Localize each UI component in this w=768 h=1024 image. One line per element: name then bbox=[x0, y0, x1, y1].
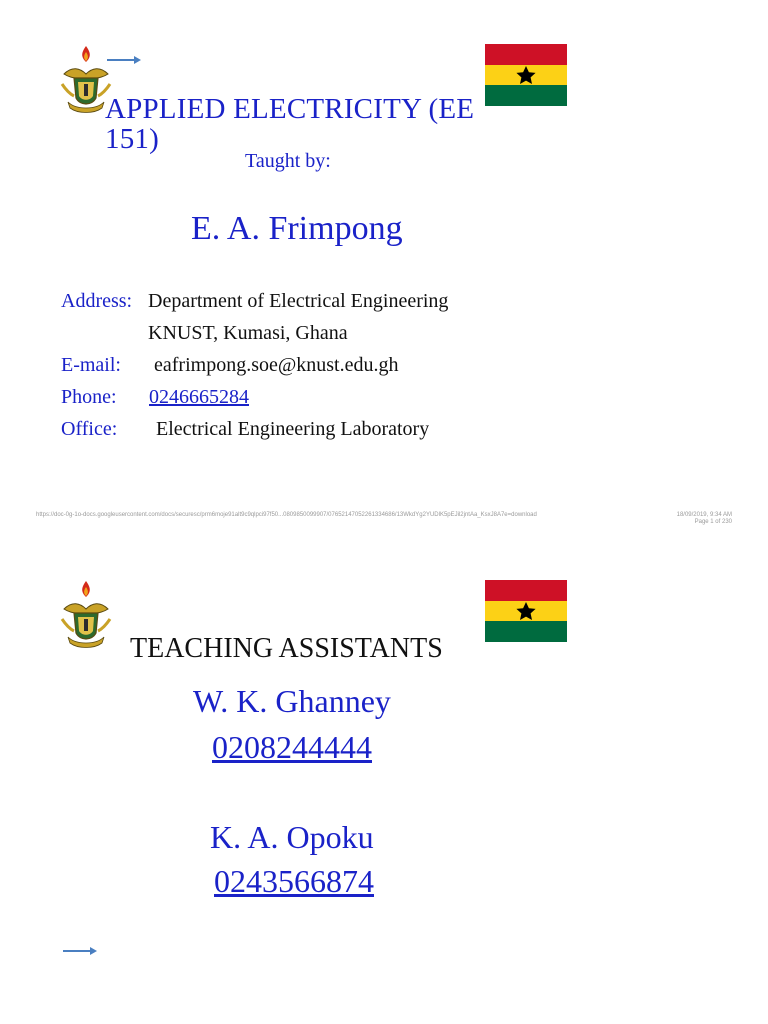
taught-by-label: Taught by: bbox=[245, 150, 331, 172]
print-info bbox=[677, 512, 732, 526]
knust-crest-icon bbox=[58, 579, 114, 651]
phone-label: Phone: bbox=[61, 386, 117, 408]
ta-name-2: K. A. Opoku bbox=[210, 819, 374, 855]
address-line-1: Department of Electrical Engineering bbox=[148, 290, 449, 312]
course-title: APPLIED ELECTRICITY (EE 151) bbox=[105, 93, 475, 155]
email-label: E-mail: bbox=[61, 354, 121, 376]
office-value: Electrical Engineering Laboratory bbox=[156, 418, 430, 440]
print-date: 18/09/2019, 9:34 AM bbox=[676, 512, 732, 518]
email-value[interactable]: eafrimpong.soe@knust.edu.gh bbox=[154, 354, 399, 376]
arrow-right-icon bbox=[62, 945, 98, 957]
ghana-flag-icon bbox=[485, 580, 567, 642]
phone-link[interactable]: 0246665284 bbox=[149, 386, 249, 408]
address-label: Address: bbox=[61, 290, 133, 312]
source-url: https://doc-0g-1o-docs.googleusercontent.com/docs/securesc/prm6moje91alt9c9qlpci97f50...0809850099907/07652147052261334686/13WkdYg2YUDlK5pEJil2jntAa_KsxJ8A7e=download bbox=[36, 512, 537, 518]
office-label: Office: bbox=[61, 418, 118, 440]
arrow-right-icon bbox=[106, 54, 142, 66]
teaching-assistants-title: TEACHING ASSISTANTS bbox=[130, 633, 443, 664]
address-line-2: KNUST, Kumasi, Ghana bbox=[148, 322, 348, 344]
slide-1 bbox=[0, 0, 768, 510]
lecturer-name: E. A. Frimpong bbox=[191, 210, 403, 247]
ta-phone-2[interactable]: 0243566874 bbox=[214, 863, 374, 899]
ta-name-1: W. K. Ghanney bbox=[193, 683, 391, 719]
ta-phone-1[interactable]: 0208244444 bbox=[212, 729, 372, 765]
slide-2 bbox=[0, 545, 768, 1024]
page-number: Page 1 of 230 bbox=[694, 519, 732, 525]
